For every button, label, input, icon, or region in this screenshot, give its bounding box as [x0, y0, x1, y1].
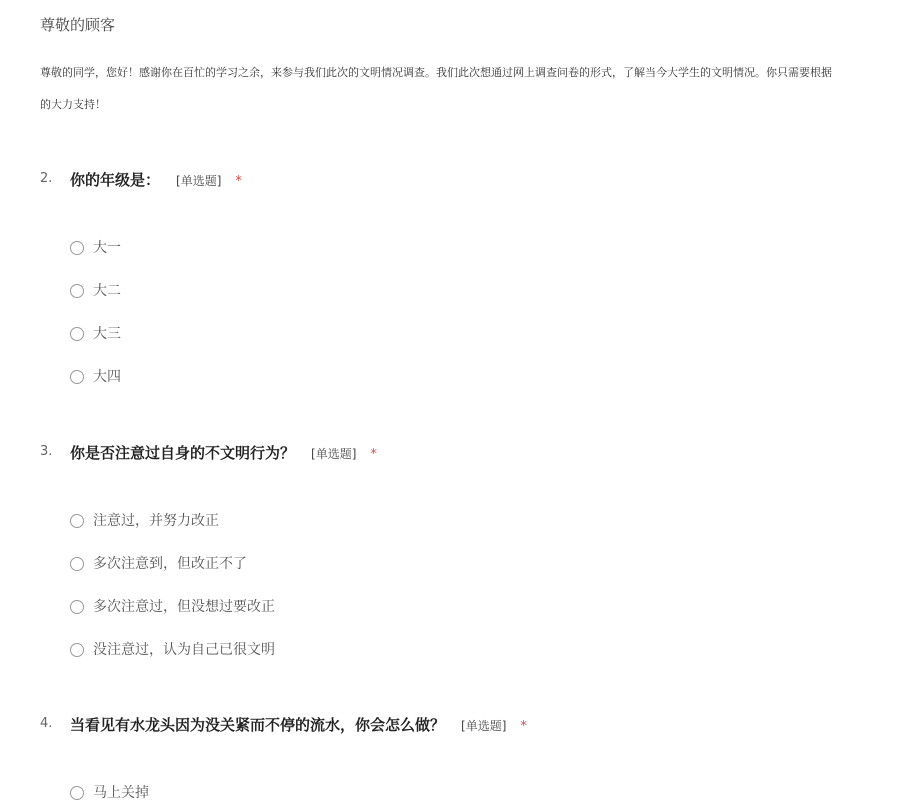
option-label: 没注意过，认为自己已很文明 — [93, 642, 275, 658]
option-noticed-cannot-correct[interactable] — [70, 555, 275, 598]
survey-greeting: 尊敬的顾客 — [40, 16, 116, 34]
question-title: 你是否注意过自身的不文明行为？ — [70, 444, 296, 462]
question-number: 4. — [40, 716, 53, 731]
question-3 — [40, 442, 900, 658]
radio-button[interactable] — [70, 370, 84, 384]
radio-button[interactable] — [70, 600, 84, 614]
option-label: 多次注意过，但没想过要改正 — [93, 599, 275, 615]
option-label: 大一 — [93, 240, 121, 256]
question-title: 你的年级是： — [70, 171, 161, 189]
option-label: 注意过，并努力改正 — [93, 513, 219, 529]
option-grade-2[interactable] — [70, 282, 121, 325]
question-header — [40, 714, 900, 738]
option-list — [70, 512, 275, 684]
radio-button[interactable] — [70, 327, 84, 341]
survey-intro — [40, 57, 900, 121]
question-header — [40, 442, 900, 466]
radio-button[interactable] — [70, 557, 84, 571]
required-marker: * — [370, 447, 377, 462]
radio-button[interactable] — [70, 643, 84, 657]
question-number: 3. — [40, 444, 53, 459]
radio-button[interactable] — [70, 241, 84, 255]
option-label: 马上关掉 — [93, 785, 149, 800]
option-list — [70, 784, 149, 800]
question-title: 当看见有水龙头因为没关紧而不停的流水，你会怎么做？ — [70, 716, 446, 734]
required-marker: * — [235, 174, 242, 189]
radio-button[interactable] — [70, 786, 84, 800]
radio-button[interactable] — [70, 514, 84, 528]
option-list — [70, 239, 121, 411]
intro-line-2: 的大力支持！ — [40, 98, 106, 111]
option-turn-off-immediately[interactable] — [70, 784, 149, 800]
question-type-label: [单选题] — [176, 174, 222, 188]
question-4 — [40, 714, 900, 800]
question-number: 2. — [40, 171, 53, 186]
option-grade-3[interactable] — [70, 325, 121, 368]
radio-button[interactable] — [70, 284, 84, 298]
option-noticed-corrected[interactable] — [70, 512, 275, 555]
option-label: 大四 — [93, 369, 121, 385]
intro-line-1: 尊敬的同学，您好！感谢你在百忙的学习之余，来参与我们此次的文明情况调查。我们此次想通过网上调查问卷的形式，了解当今大学生的文明情况。你只需要根据 — [40, 66, 832, 79]
question-2 — [40, 169, 900, 385]
option-noticed-no-intent[interactable] — [70, 598, 275, 641]
option-never-noticed[interactable] — [70, 641, 275, 684]
question-type-label: [单选题] — [461, 719, 507, 733]
option-grade-1[interactable] — [70, 239, 121, 282]
option-label: 大二 — [93, 283, 121, 299]
question-type-label: [单选题] — [311, 447, 357, 461]
required-marker: * — [520, 719, 527, 734]
option-grade-4[interactable] — [70, 368, 121, 411]
option-label: 大三 — [93, 326, 121, 342]
question-header — [40, 169, 900, 193]
option-label: 多次注意到，但改正不了 — [93, 556, 247, 572]
